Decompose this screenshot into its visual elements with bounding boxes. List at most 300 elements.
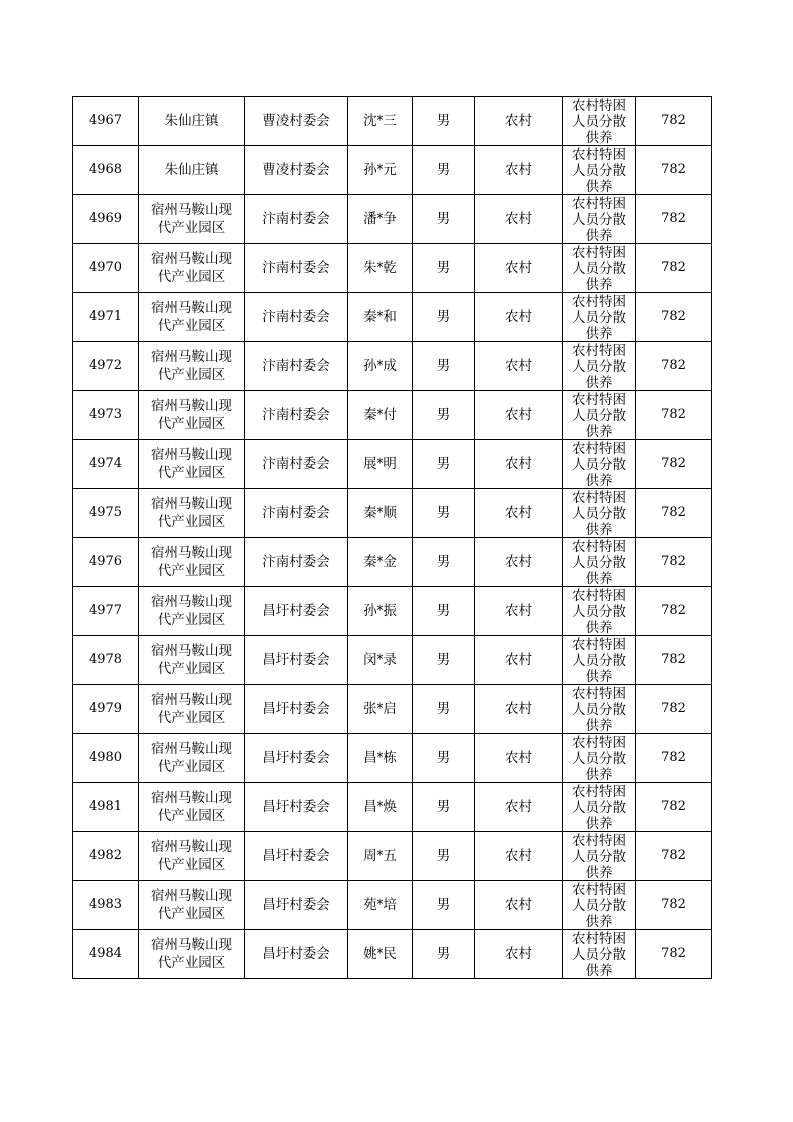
cell-name <box>348 734 413 783</box>
cell-serial-number <box>73 489 139 538</box>
cell-town-text: 宿州马鞍山现代产业园区 <box>151 447 232 481</box>
cell-name <box>348 636 413 685</box>
cell-area-type <box>475 195 563 244</box>
cell-serial-number <box>73 538 139 587</box>
cell-support-type-text: 农村特困人员分散供养 <box>572 342 626 390</box>
cell-name-text: 潘*争 <box>363 211 397 227</box>
cell-amount-text: 782 <box>661 260 686 275</box>
cell-town-text: 宿州马鞍山现代产业园区 <box>151 790 232 824</box>
cell-support-type <box>563 440 636 489</box>
cell-support-type-text: 农村特困人员分散供养 <box>572 244 626 292</box>
cell-serial-number-text: 4983 <box>88 897 123 912</box>
relief-recipient-table <box>72 96 712 979</box>
cell-village-text: 汴南村委会 <box>262 260 330 276</box>
cell-gender <box>413 881 475 930</box>
cell-amount-text: 782 <box>661 456 686 471</box>
cell-serial-number-text: 4970 <box>88 260 123 275</box>
cell-support-type-text: 农村特困人员分散供养 <box>572 538 626 586</box>
cell-serial-number-text: 4981 <box>88 799 123 814</box>
cell-serial-number <box>73 342 139 391</box>
cell-support-type <box>563 342 636 391</box>
cell-gender-text: 男 <box>436 309 451 325</box>
cell-support-type-text: 农村特困人员分散供养 <box>572 489 626 537</box>
cell-village <box>245 930 348 979</box>
cell-serial-number-text: 4979 <box>88 701 123 716</box>
cell-serial-number-text: 4982 <box>88 848 123 863</box>
cell-gender-text: 男 <box>436 456 451 472</box>
cell-gender <box>413 342 475 391</box>
cell-town-text: 宿州马鞍山现代产业园区 <box>151 398 232 432</box>
cell-gender-text: 男 <box>436 505 451 521</box>
cell-support-type-text: 农村特困人员分散供养 <box>572 734 626 782</box>
cell-support-type <box>563 881 636 930</box>
cell-amount <box>636 391 712 440</box>
cell-support-type-text: 农村特困人员分散供养 <box>572 881 626 929</box>
cell-amount <box>636 881 712 930</box>
cell-gender <box>413 489 475 538</box>
cell-gender <box>413 97 475 146</box>
cell-gender-text: 男 <box>436 407 451 423</box>
cell-name <box>348 587 413 636</box>
cell-area-type <box>475 685 563 734</box>
cell-name <box>348 146 413 195</box>
cell-town <box>139 440 245 489</box>
cell-town-text: 宿州马鞍山现代产业园区 <box>151 888 232 922</box>
cell-name-text: 张*启 <box>363 701 397 717</box>
cell-amount-text: 782 <box>661 505 686 520</box>
cell-gender <box>413 783 475 832</box>
cell-area-type <box>475 734 563 783</box>
cell-village-text: 汴南村委会 <box>262 554 330 570</box>
cell-gender-text: 男 <box>436 554 451 570</box>
cell-amount-text: 782 <box>661 309 686 324</box>
cell-gender <box>413 391 475 440</box>
cell-serial-number <box>73 244 139 293</box>
cell-village-text: 汴南村委会 <box>262 358 330 374</box>
cell-support-type <box>563 783 636 832</box>
cell-area-type <box>475 293 563 342</box>
cell-support-type-text: 农村特困人员分散供养 <box>572 293 626 341</box>
cell-village-text: 昌圩村委会 <box>262 652 330 668</box>
cell-area-type-text: 农村 <box>505 113 532 129</box>
cell-name-text: 秦*顺 <box>363 505 397 521</box>
table-row <box>73 881 712 930</box>
cell-gender <box>413 195 475 244</box>
cell-gender <box>413 538 475 587</box>
cell-village <box>245 195 348 244</box>
cell-area-type-text: 农村 <box>505 358 532 374</box>
cell-support-type-text: 农村特困人员分散供养 <box>572 832 626 880</box>
table-row <box>73 195 712 244</box>
cell-area-type-text: 农村 <box>505 799 532 815</box>
cell-name-text: 周*五 <box>363 848 397 864</box>
cell-town-text: 朱仙庄镇 <box>164 113 219 129</box>
cell-support-type-text: 农村特困人员分散供养 <box>572 783 626 831</box>
cell-town <box>139 195 245 244</box>
cell-gender-text: 男 <box>436 162 451 178</box>
cell-area-type-text: 农村 <box>505 946 532 962</box>
cell-support-type <box>563 293 636 342</box>
cell-amount <box>636 440 712 489</box>
cell-name-text: 苑*培 <box>363 897 397 913</box>
cell-gender <box>413 930 475 979</box>
cell-name <box>348 244 413 293</box>
cell-village-text: 昌圩村委会 <box>262 701 330 717</box>
cell-name <box>348 440 413 489</box>
cell-area-type <box>475 538 563 587</box>
cell-serial-number <box>73 97 139 146</box>
cell-name <box>348 391 413 440</box>
cell-serial-number-text: 4978 <box>88 652 123 667</box>
cell-gender <box>413 832 475 881</box>
cell-gender <box>413 244 475 293</box>
cell-support-type <box>563 734 636 783</box>
cell-gender-text: 男 <box>436 897 451 913</box>
cell-town <box>139 391 245 440</box>
cell-area-type <box>475 440 563 489</box>
cell-support-type <box>563 636 636 685</box>
cell-support-type <box>563 146 636 195</box>
cell-support-type <box>563 391 636 440</box>
cell-town-text: 宿州马鞍山现代产业园区 <box>151 349 232 383</box>
cell-gender-text: 男 <box>436 211 451 227</box>
cell-name-text: 朱*乾 <box>363 260 397 276</box>
table-row <box>73 734 712 783</box>
cell-amount <box>636 293 712 342</box>
cell-gender-text: 男 <box>436 701 451 717</box>
cell-amount <box>636 930 712 979</box>
cell-area-type <box>475 391 563 440</box>
cell-village-text: 昌圩村委会 <box>262 750 330 766</box>
cell-town <box>139 342 245 391</box>
cell-area-type-text: 农村 <box>505 554 532 570</box>
cell-area-type <box>475 930 563 979</box>
cell-support-type <box>563 195 636 244</box>
cell-support-type-text: 农村特困人员分散供养 <box>572 195 626 243</box>
cell-town <box>139 489 245 538</box>
cell-village <box>245 881 348 930</box>
cell-support-type-text: 农村特困人员分散供养 <box>572 97 626 145</box>
cell-town <box>139 636 245 685</box>
cell-name-text: 孙*振 <box>363 603 397 619</box>
cell-town <box>139 832 245 881</box>
cell-village <box>245 685 348 734</box>
cell-serial-number-text: 4976 <box>88 554 123 569</box>
cell-area-type-text: 农村 <box>505 897 532 913</box>
cell-town <box>139 734 245 783</box>
cell-amount <box>636 244 712 293</box>
cell-serial-number-text: 4969 <box>88 211 123 226</box>
cell-amount <box>636 783 712 832</box>
cell-gender <box>413 587 475 636</box>
cell-town <box>139 538 245 587</box>
cell-gender <box>413 146 475 195</box>
cell-area-type <box>475 636 563 685</box>
cell-village <box>245 440 348 489</box>
cell-serial-number <box>73 685 139 734</box>
cell-amount-text: 782 <box>661 750 686 765</box>
cell-area-type <box>475 244 563 293</box>
cell-area-type <box>475 783 563 832</box>
cell-name <box>348 832 413 881</box>
cell-amount <box>636 342 712 391</box>
cell-name <box>348 783 413 832</box>
cell-village-text: 昌圩村委会 <box>262 603 330 619</box>
cell-gender-text: 男 <box>436 358 451 374</box>
cell-name-text: 秦*付 <box>363 407 397 423</box>
cell-town-text: 宿州马鞍山现代产业园区 <box>151 594 232 628</box>
cell-amount <box>636 195 712 244</box>
cell-name-text: 闵*录 <box>363 652 397 668</box>
cell-town-text: 朱仙庄镇 <box>164 162 219 178</box>
cell-name <box>348 685 413 734</box>
cell-gender-text: 男 <box>436 848 451 864</box>
cell-serial-number <box>73 440 139 489</box>
cell-serial-number-text: 4968 <box>88 162 123 177</box>
cell-village <box>245 734 348 783</box>
cell-area-type-text: 农村 <box>505 848 532 864</box>
cell-serial-number-text: 4980 <box>88 750 123 765</box>
cell-support-type <box>563 685 636 734</box>
cell-name-text: 秦*和 <box>363 309 397 325</box>
cell-gender-text: 男 <box>436 750 451 766</box>
cell-area-type-text: 农村 <box>505 701 532 717</box>
cell-name <box>348 881 413 930</box>
cell-name-text: 秦*金 <box>363 554 397 570</box>
cell-amount-text: 782 <box>661 407 686 422</box>
cell-name-text: 姚*民 <box>363 946 397 962</box>
cell-serial-number-text: 4971 <box>88 309 123 324</box>
cell-gender-text: 男 <box>436 113 451 129</box>
cell-area-type-text: 农村 <box>505 211 532 227</box>
cell-gender-text: 男 <box>436 799 451 815</box>
table-row <box>73 97 712 146</box>
cell-gender <box>413 636 475 685</box>
cell-support-type <box>563 587 636 636</box>
cell-name <box>348 930 413 979</box>
cell-town-text: 宿州马鞍山现代产业园区 <box>151 741 232 775</box>
cell-village-text: 汴南村委会 <box>262 456 330 472</box>
cell-serial-number-text: 4967 <box>88 113 123 128</box>
cell-area-type <box>475 342 563 391</box>
cell-village-text: 曹凌村委会 <box>262 113 330 129</box>
cell-serial-number-text: 4975 <box>88 505 123 520</box>
table-row <box>73 685 712 734</box>
cell-town-text: 宿州马鞍山现代产业园区 <box>151 937 232 971</box>
cell-gender-text: 男 <box>436 260 451 276</box>
cell-name-text: 昌*栋 <box>363 750 397 766</box>
cell-area-type-text: 农村 <box>505 407 532 423</box>
cell-name-text: 展*明 <box>363 456 397 472</box>
cell-support-type-text: 农村特困人员分散供养 <box>572 587 626 635</box>
cell-town-text: 宿州马鞍山现代产业园区 <box>151 300 232 334</box>
cell-amount <box>636 97 712 146</box>
cell-village <box>245 783 348 832</box>
cell-support-type <box>563 930 636 979</box>
cell-town <box>139 930 245 979</box>
cell-gender-text: 男 <box>436 603 451 619</box>
cell-serial-number <box>73 293 139 342</box>
cell-name-text: 孙*元 <box>363 162 397 178</box>
cell-village-text: 昌圩村委会 <box>262 799 330 815</box>
cell-amount-text: 782 <box>661 848 686 863</box>
cell-village <box>245 146 348 195</box>
cell-area-type-text: 农村 <box>505 652 532 668</box>
cell-serial-number-text: 4977 <box>88 603 123 618</box>
cell-serial-number <box>73 146 139 195</box>
cell-amount-text: 782 <box>661 162 686 177</box>
table-row <box>73 587 712 636</box>
cell-gender <box>413 734 475 783</box>
table-row <box>73 538 712 587</box>
cell-amount-text: 782 <box>661 554 686 569</box>
cell-town-text: 宿州马鞍山现代产业园区 <box>151 643 232 677</box>
cell-village <box>245 832 348 881</box>
cell-village-text: 汴南村委会 <box>262 211 330 227</box>
table-row <box>73 930 712 979</box>
table-row <box>73 489 712 538</box>
cell-town <box>139 244 245 293</box>
cell-town <box>139 587 245 636</box>
cell-support-type-text: 农村特困人员分散供养 <box>572 146 626 194</box>
cell-serial-number <box>73 881 139 930</box>
cell-support-type-text: 农村特困人员分散供养 <box>572 391 626 439</box>
cell-gender <box>413 440 475 489</box>
cell-town-text: 宿州马鞍山现代产业园区 <box>151 496 232 530</box>
cell-name-text: 昌*焕 <box>363 799 397 815</box>
cell-area-type <box>475 97 563 146</box>
cell-support-type <box>563 97 636 146</box>
cell-town-text: 宿州马鞍山现代产业园区 <box>151 839 232 873</box>
cell-area-type-text: 农村 <box>505 162 532 178</box>
cell-support-type-text: 农村特困人员分散供养 <box>572 685 626 733</box>
cell-serial-number-text: 4973 <box>88 407 123 422</box>
cell-serial-number-text: 4984 <box>88 946 123 961</box>
table-row <box>73 244 712 293</box>
cell-serial-number <box>73 930 139 979</box>
cell-town <box>139 293 245 342</box>
cell-gender <box>413 293 475 342</box>
cell-name <box>348 195 413 244</box>
cell-serial-number <box>73 636 139 685</box>
cell-town <box>139 685 245 734</box>
cell-amount-text: 782 <box>661 652 686 667</box>
cell-name <box>348 489 413 538</box>
cell-village <box>245 97 348 146</box>
table-row <box>73 440 712 489</box>
cell-area-type-text: 农村 <box>505 505 532 521</box>
cell-area-type <box>475 832 563 881</box>
cell-area-type-text: 农村 <box>505 603 532 619</box>
cell-town-text: 宿州马鞍山现代产业园区 <box>151 692 232 726</box>
cell-amount <box>636 538 712 587</box>
table-row <box>73 783 712 832</box>
cell-serial-number <box>73 195 139 244</box>
cell-support-type-text: 农村特困人员分散供养 <box>572 930 626 978</box>
cell-village <box>245 342 348 391</box>
cell-serial-number <box>73 587 139 636</box>
cell-village <box>245 244 348 293</box>
cell-serial-number-text: 4972 <box>88 358 123 373</box>
table-row <box>73 146 712 195</box>
cell-gender-text: 男 <box>436 946 451 962</box>
cell-gender <box>413 685 475 734</box>
table-row <box>73 832 712 881</box>
cell-amount-text: 782 <box>661 897 686 912</box>
cell-serial-number <box>73 734 139 783</box>
cell-area-type <box>475 881 563 930</box>
table-body <box>73 97 712 979</box>
cell-village-text: 昌圩村委会 <box>262 897 330 913</box>
cell-name-text: 沈*三 <box>363 113 397 129</box>
cell-support-type <box>563 538 636 587</box>
cell-support-type-text: 农村特困人员分散供养 <box>572 440 626 488</box>
cell-serial-number <box>73 391 139 440</box>
cell-amount <box>636 636 712 685</box>
cell-serial-number <box>73 783 139 832</box>
cell-village <box>245 538 348 587</box>
cell-amount-text: 782 <box>661 603 686 618</box>
cell-town <box>139 146 245 195</box>
cell-name-text: 孙*成 <box>363 358 397 374</box>
cell-town-text: 宿州马鞍山现代产业园区 <box>151 545 232 579</box>
cell-village-text: 汴南村委会 <box>262 309 330 325</box>
cell-support-type <box>563 244 636 293</box>
cell-village-text: 曹凌村委会 <box>262 162 330 178</box>
cell-amount <box>636 734 712 783</box>
cell-village-text: 昌圩村委会 <box>262 848 330 864</box>
cell-village <box>245 587 348 636</box>
cell-town <box>139 783 245 832</box>
cell-amount <box>636 685 712 734</box>
cell-amount <box>636 832 712 881</box>
cell-name <box>348 538 413 587</box>
table-row <box>73 293 712 342</box>
cell-amount <box>636 489 712 538</box>
cell-town <box>139 97 245 146</box>
cell-support-type-text: 农村特困人员分散供养 <box>572 636 626 684</box>
table-row <box>73 391 712 440</box>
cell-village-text: 汴南村委会 <box>262 407 330 423</box>
cell-amount-text: 782 <box>661 946 686 961</box>
cell-area-type-text: 农村 <box>505 309 532 325</box>
cell-area-type-text: 农村 <box>505 456 532 472</box>
cell-amount-text: 782 <box>661 358 686 373</box>
table-row <box>73 342 712 391</box>
cell-area-type <box>475 587 563 636</box>
cell-amount-text: 782 <box>661 701 686 716</box>
cell-town <box>139 881 245 930</box>
cell-support-type <box>563 832 636 881</box>
cell-name <box>348 342 413 391</box>
cell-village <box>245 293 348 342</box>
cell-support-type <box>563 489 636 538</box>
cell-area-type <box>475 146 563 195</box>
cell-name <box>348 97 413 146</box>
cell-amount <box>636 146 712 195</box>
cell-village <box>245 391 348 440</box>
cell-area-type-text: 农村 <box>505 750 532 766</box>
cell-serial-number <box>73 832 139 881</box>
cell-village-text: 汴南村委会 <box>262 505 330 521</box>
cell-name <box>348 293 413 342</box>
cell-area-type <box>475 489 563 538</box>
cell-serial-number-text: 4974 <box>88 456 123 471</box>
cell-amount-text: 782 <box>661 211 686 226</box>
cell-village <box>245 636 348 685</box>
cell-amount <box>636 587 712 636</box>
cell-amount-text: 782 <box>661 799 686 814</box>
